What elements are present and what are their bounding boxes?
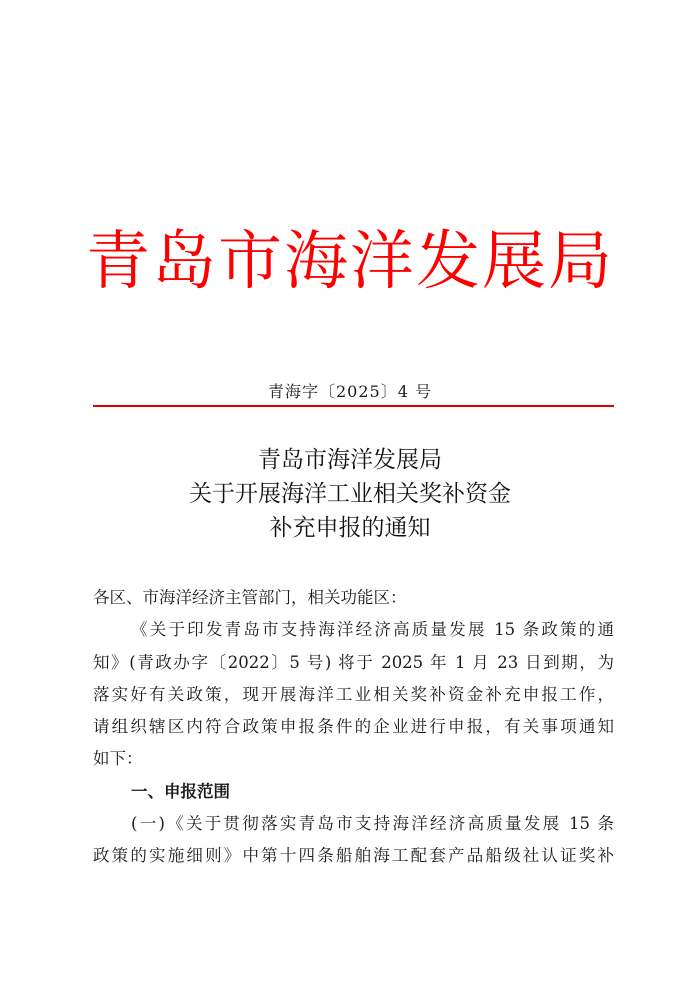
item-1-line-1: (一)《关于贯彻落实青岛市支持海洋经济高质量发展 15 条	[131, 814, 614, 834]
paragraph-1-line-2: 知》(青政办字〔2022〕5 号) 将于 2025 年 1 月 23 日到期，为	[93, 652, 614, 672]
salutation: 各区、市海洋经济主管部门，相关功能区：	[93, 588, 407, 607]
document-number: 青海字〔2025〕4 号	[268, 382, 432, 401]
agency-red-header: 青岛市海洋发展局	[86, 225, 614, 299]
title-line-1: 青岛市海洋发展局	[258, 447, 442, 473]
paragraph-1-line-3: 落实好有关政策，现开展海洋工业相关奖补资金补充申报工作，	[93, 684, 614, 704]
paragraph-1-line-1: 《关于印发青岛市支持海洋经济高质量发展 15 条政策的通	[131, 620, 614, 640]
title-line-3: 补充申报的通知	[269, 515, 431, 541]
section-1-heading: 一、申报范围	[131, 781, 230, 801]
red-separator-line	[93, 405, 614, 407]
title-line-2: 关于开展海洋工业相关奖补资金	[189, 481, 511, 507]
document-title	[0, 443, 700, 545]
document-body	[93, 582, 614, 873]
paragraph-1-line-4: 请组织辖区内符合政策申报条件的企业进行申报，有关事项通知	[93, 717, 614, 737]
item-1-line-2: 政策的实施细则》中第十四条船舶海工配套产品船级社认证奖补	[93, 846, 614, 866]
paragraph-1-line-5: 如下：	[93, 749, 143, 769]
